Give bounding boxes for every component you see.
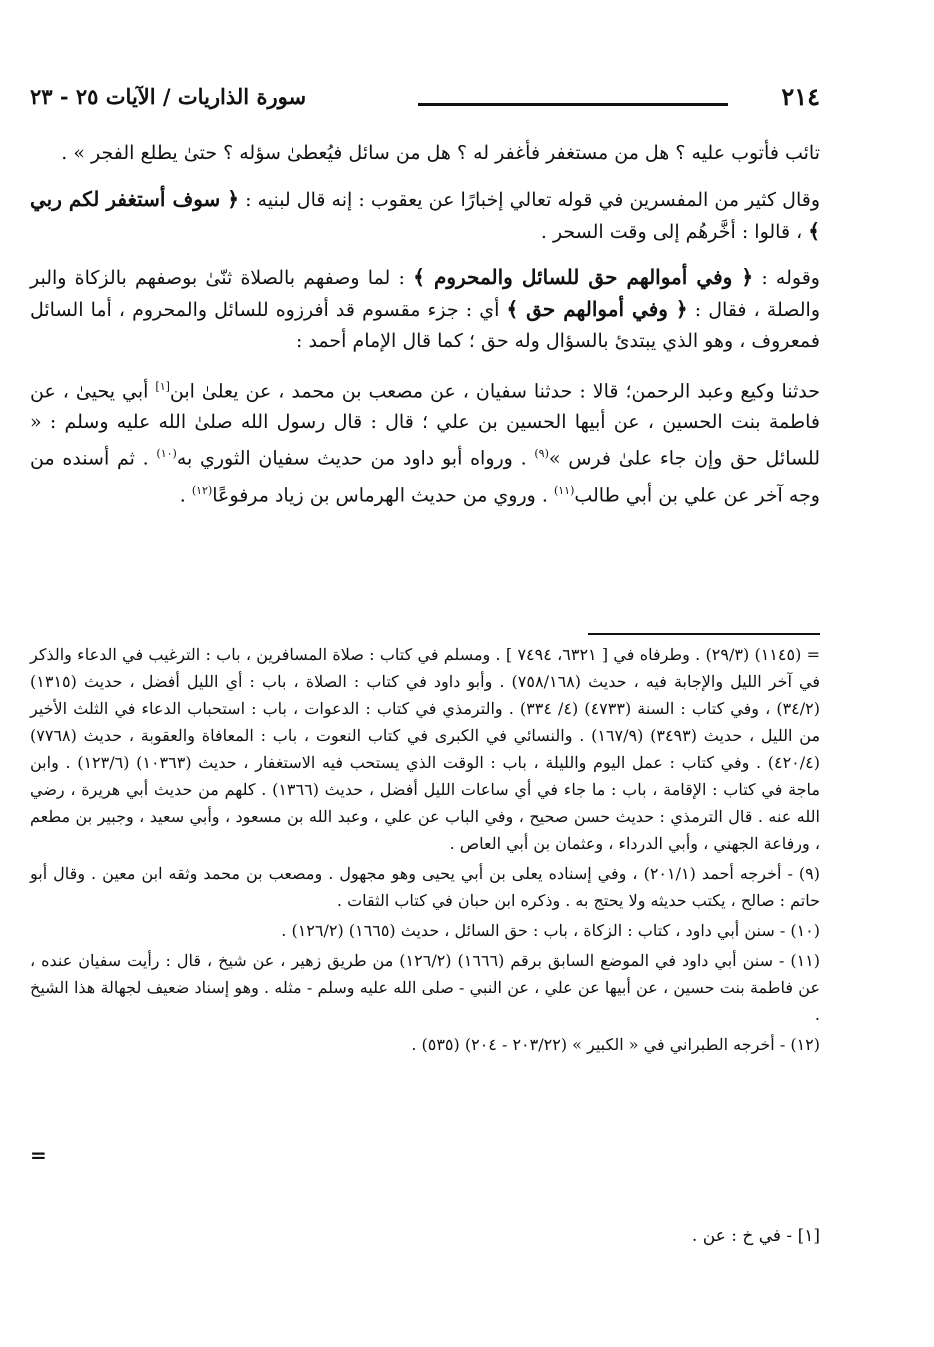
footnote-9: (٩) - أخرجه أحمد (٢٠١/١) ، وفي إسناده يعلى بن أبي يحيى وهو مجهول . ومصعب بن محمد وثقه ابن معين . وقال أبو حاتم : صالح ، يكتب حديثه ولا يحتج به . وذكره ابن حبان في كتاب الثقات . <box>30 864 820 910</box>
hadith-text-e: . وروي من حديث الهرماس بن زياد مرفوعًا <box>212 483 548 506</box>
footnote-ref-10: (١٠) <box>156 447 177 461</box>
page-header <box>30 82 820 118</box>
paragraph-4 <box>30 371 820 511</box>
paragraph-3-text-c: أي : جزء مقسوم قد أفرزوه للسائل والمحروم ، أما السائل فمعروف ، وهو الذي يبتدئ بالسؤال وله حق ؛ كما قال الإمام أحمد : <box>30 299 820 352</box>
paragraph-3-text-b: : لما وصفهم بالصلاة ثنّىٰ بوصفهم بالزكاة والبر والصلة ، فقال : <box>30 267 821 321</box>
page-number: ٢١٤ <box>781 82 820 111</box>
footnote-11: (١١) - سنن أبي داود في الموضع السابق برقم (١٦٦٦) (١٢٦/٢) من طريق زهير ، عن شيخ ، قال : رأيت سفيان عنده ، عن فاطمة بنت حسين ، عن أبيها عن علي ، عن النبي - صلى الله عليه وسلم - مثله . وهو إسناد ضعيف لجهالة هذا الشيخ . <box>30 951 820 1024</box>
paragraph-1: تائب فأتوب عليه ؟ هل من مستغفر فأغفر له ؟ هل من سائل فيُعطىٰ سؤله ؟ حتىٰ يطلع الفجر » . <box>61 142 820 164</box>
footnotes <box>30 641 820 1061</box>
hadith-text-b: أبي يحيىٰ ، عن فاطمة بنت الحسين ، عن أبيها الحسين بن علي ؛ قال : قال رسول الله صلىٰ الله عليه وسلم : « للسائل حق وإن جاء علىٰ فرس » <box>30 380 821 470</box>
hadith-text-d: . ثم أسنده من وجه آخر عن علي بن أبي طالب <box>30 447 820 506</box>
footnote-8-continued: = (١١٤٥) (٢٩/٣) . وطرفاه في [ ٦٣٢١، ٧٤٩٤ ] . ومسلم في كتاب : صلاة المسافرين ، باب : الترغيب في الدعاء والذكر في آخر الليل والإجابة فيه ، حديث (٧٥٨/١٦٨) . وأبو داود في كتاب : الصلاة ، باب : أي الليل أفضل ، حديث (١٣١٥) (٣٤/٢) ، وفي كتاب : السنة (٤٧٣٣) (٤/ ٣٣٤) . والترمذي في كتاب : الدعوات ، باب : استحباب الدعاء في الثلث الأخير من الليل ، حديث (٣٤٩٣) (١٦٧/٩) . والنسائي في الكبرى في كتاب النعوت ، باب : المعافاة والعقوبة ، حديث (٧٧٦٨) (٤٢٠/٤) . وفي كتاب : عمل اليوم والليلة ، باب : الوقت الذي يستحب فيه الاستغفار ، حديث (١٠٣٦٣) (١٢٣/٦) . وابن ماجة في كتاب : الإقامة ، باب : ما جاء في أي ساعات الليل أفضل ، حديث (١٣٦٦) . كلهم من حديث أبي هريرة ، رضي الله عنه . قال الترمذي : حديث حسن صحيح ، وفي الباب عن علي ، وعبد الله بن مسعود ، وأبي سعيد ، وجبير بن مطعم ، ورفاعة الجهني ، وأبي الدرداء ، وعثمان بن أبي العاص . <box>30 645 821 853</box>
quran-verse-2: ﴿ وفي أموالهم حق ﴾ <box>506 297 688 321</box>
quran-verse: ﴿ سوف أستغفر لكم ربي ﴾ <box>30 187 820 243</box>
hadith-text-a: حدثنا وكيع وعبد الرحمن؛ قالا : حدثنا سفيان ، عن مصعب بن محمد ، عن يعلىٰ ابن <box>169 380 821 403</box>
quran-verse-1: ﴿ وفي أموالهم حق للسائل والمحروم ﴾ <box>413 265 754 289</box>
page <box>30 0 820 1347</box>
paragraph-2 <box>30 184 820 248</box>
paragraph-3-text-a: وقوله : <box>761 267 820 289</box>
running-title: سورة الذاريات / الآيات ٢٥ - ٢٣ <box>30 84 307 109</box>
footnote-ref-9: (٩) <box>534 447 549 461</box>
footnote-12: (١٢) - أخرجه الطبراني في « الكبير » (٢٠٣/٢٢ - ٢٠٤) (٥٣٥) . <box>411 1035 820 1054</box>
header-rule <box>418 103 728 106</box>
paragraph-2-text: وقال كثير من المفسرين في قوله تعالي إخبارًا عن يعقوب : إنه قال لبنيه : <box>245 189 820 211</box>
continuation-mark: = <box>30 1143 47 1167</box>
paragraph-3 <box>30 262 820 357</box>
hadith-text-f: . <box>179 483 186 506</box>
main-text <box>30 138 820 525</box>
hadith-text-c: . ورواه أبو داود من حديث سفيان الثوري به <box>176 447 527 470</box>
footnote-10: (١٠) - سنن أبي داود ، كتاب : الزكاة ، باب : حق السائل ، حديث (١٦٦٥) (١٢٦/٢) . <box>281 921 820 940</box>
footnote-ref-11: (١١) <box>553 483 575 497</box>
paragraph-2-text-end: ، قالوا : أخَّرهُم إلى وقت السحر . <box>540 221 803 243</box>
editor-margin-note: [١] - في خ : عن . <box>691 1226 820 1246</box>
footnote-ref-12: (١٢) <box>191 483 213 497</box>
margin-note-ref: [١] <box>155 380 170 393</box>
footnote-separator <box>588 633 820 635</box>
